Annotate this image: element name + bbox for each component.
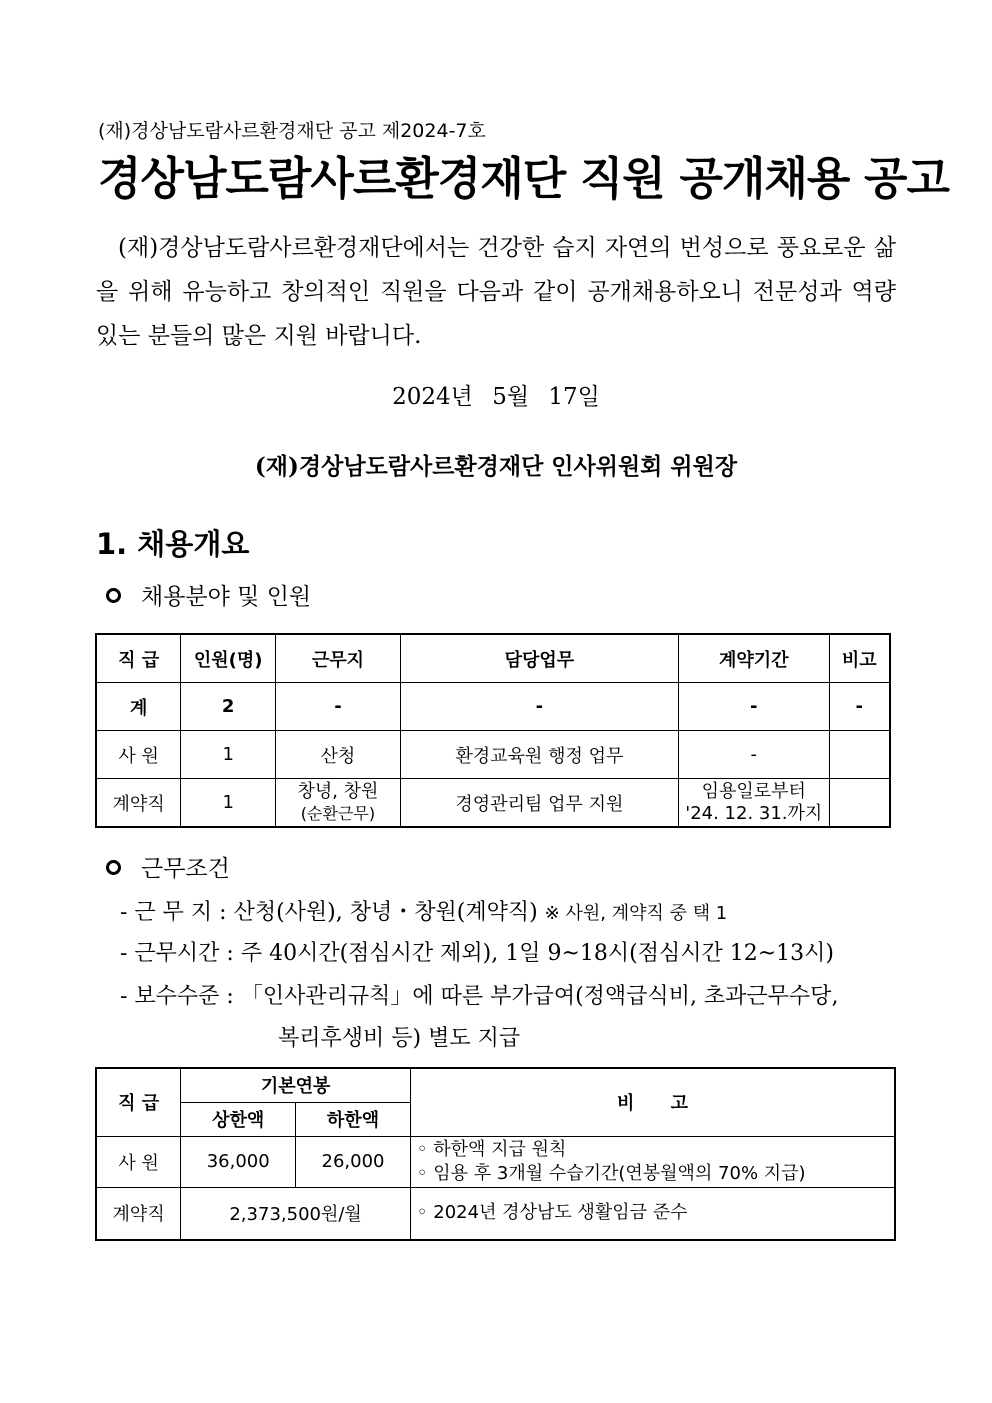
table-cell: 계 — [96, 683, 181, 731]
table-cell — [276, 779, 401, 828]
header-cell: 하한액 — [296, 1102, 411, 1136]
circle-bullet-icon — [106, 588, 121, 603]
header-cell: 인원(명) — [181, 634, 276, 683]
page-title: 경상남도람사르환경재단 직원 공개채용 공고 — [98, 152, 949, 205]
period-sub: '24. 12. 31.까지 — [685, 802, 823, 824]
period-main: 임용일로부터 — [701, 780, 806, 802]
table-cell: - — [276, 683, 401, 731]
header-cell: 기본연봉 — [181, 1068, 411, 1102]
table-row — [96, 731, 890, 779]
place-sub: (순환근무) — [300, 803, 376, 823]
signer: (재)경상남도람사르환경재단 인사위원회 위원장 — [254, 453, 738, 480]
table-cell: 1 — [181, 731, 276, 779]
table-cell — [829, 779, 890, 828]
table-cell: 26,000 — [296, 1136, 411, 1187]
condition-text: - 근 무 지 : 산청(사원), 창녕・창원(계약직) — [120, 900, 538, 925]
note-line: ◦ 하한액 지급 원칙 — [416, 1138, 567, 1160]
place-main: 창녕, 창원 — [297, 780, 379, 802]
table-header-row — [96, 1068, 895, 1102]
table-header-row — [96, 634, 890, 683]
table-cell: 2 — [181, 683, 276, 731]
table-cell: 2,373,500원/월 — [181, 1187, 411, 1240]
table-cell — [829, 731, 890, 779]
condition-pay: - 보수수준 : 「인사관리규칙」에 따른 부가급여(정액급식비, 초과근무수당, — [120, 984, 839, 1009]
condition-note: ※ 사원, 계약직 중 택 1 — [544, 903, 728, 924]
bullet-conditions — [106, 850, 230, 883]
table-cell: ◦ 2024년 경상남도 생활임금 준수 — [410, 1187, 895, 1240]
table-cell: 계약직 — [96, 779, 181, 828]
salary-table — [95, 1067, 896, 1241]
table-cell: 1 — [181, 779, 276, 828]
positions-table — [95, 633, 891, 828]
bullet-recruit-field — [106, 578, 311, 611]
table-cell: 사 원 — [96, 1136, 181, 1187]
header-cell: 담당업무 — [400, 634, 678, 683]
table-cell: 경영관리팀 업무 지원 — [400, 779, 678, 828]
table-cell: - — [829, 683, 890, 731]
header-cell: 직 급 — [96, 634, 181, 683]
condition-hours: - 근무시간 : 주 40시간(점심시간 제외), 1일 9~18시(점심시간 12~13시) — [120, 941, 834, 966]
header-cell: 근무지 — [276, 634, 401, 683]
table-cell: 계약직 — [96, 1187, 181, 1240]
table-row-total — [96, 683, 890, 731]
table-row — [96, 1136, 895, 1187]
circle-bullet-icon — [106, 860, 121, 875]
condition-place — [120, 895, 727, 926]
notice-number: (재)경상남도람사르환경재단 공고 제2024-7호 — [98, 120, 486, 142]
note-line: ◦ 임용 후 3개월 수습기간(연봉월액의 70% 지급) — [416, 1162, 806, 1184]
table-cell: 환경교육원 행정 업무 — [400, 731, 678, 779]
bullet-label: 채용분야 및 인원 — [141, 584, 312, 610]
header-cell: 비 고 — [410, 1068, 895, 1136]
table-cell: 36,000 — [181, 1136, 296, 1187]
bullet-label: 근무조건 — [141, 856, 230, 882]
table-cell — [678, 779, 829, 828]
table-cell — [410, 1136, 895, 1187]
table-cell: - — [678, 683, 829, 731]
notice-date: 2024년 5월 17일 — [392, 384, 600, 410]
table-cell: - — [678, 731, 829, 779]
condition-pay-cont: 복리후생비 등) 별도 지급 — [278, 1026, 521, 1051]
header-cell: 상한액 — [181, 1102, 296, 1136]
header-cell: 계약기간 — [678, 634, 829, 683]
table-cell: 산청 — [276, 731, 401, 779]
intro-paragraph — [96, 226, 896, 358]
table-row — [96, 779, 890, 828]
header-cell: 직 급 — [96, 1068, 181, 1136]
header-cell: 비고 — [829, 634, 890, 683]
table-cell: - — [400, 683, 678, 731]
section-heading: 1. 채용개요 — [96, 527, 250, 561]
table-row — [96, 1187, 895, 1240]
intro-text: (재)경상남도람사르환경재단에서는 건강한 습지 자연의 번성으로 풍요로운 삶을 위해 유능하고 창의적인 직원을 다음과 같이 공개채용하오니 전문성과 역량 있는 분들의 많은 지원 바랍니다. — [96, 235, 896, 349]
table-cell: 사 원 — [96, 731, 181, 779]
